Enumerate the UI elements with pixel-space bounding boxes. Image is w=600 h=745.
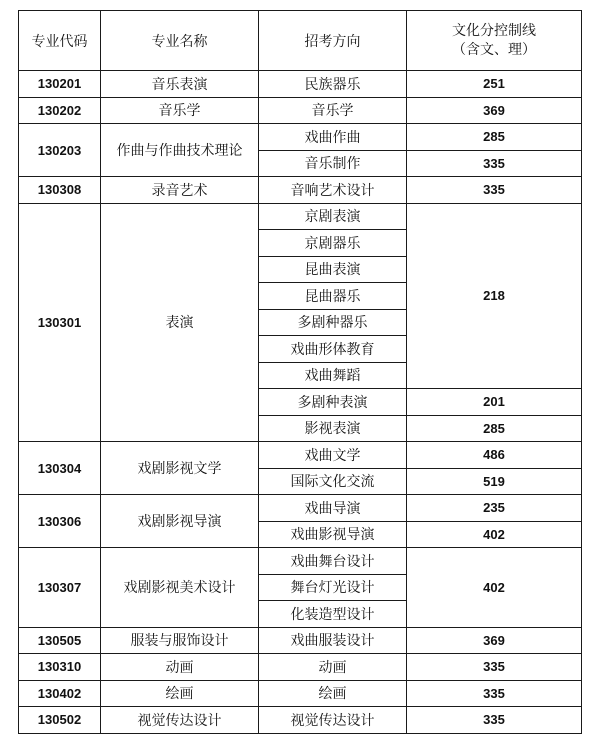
table-row [19,627,582,654]
major-code: 130201 [19,71,101,98]
table-row [19,203,582,230]
score-line: 486 [407,442,582,469]
major-code: 130402 [19,680,101,707]
header-score-title: 文化分控制线 [452,22,536,39]
table-row [19,442,582,469]
major-code: 130307 [19,548,101,628]
exam-direction: 戏曲影视导演 [259,521,407,548]
major-name: 服装与服饰设计 [101,627,259,654]
score-line: 402 [407,521,582,548]
major-name: 视觉传达设计 [101,707,259,734]
exam-direction: 戏曲作曲 [259,124,407,151]
score-line: 251 [407,71,582,98]
major-code: 130308 [19,177,101,204]
table-row [19,97,582,124]
score-line: 519 [407,468,582,495]
score-line: 335 [407,654,582,681]
exam-direction: 音乐学 [259,97,407,124]
score-line: 335 [407,707,582,734]
score-line: 201 [407,389,582,416]
major-code: 130301 [19,203,101,442]
major-name: 音乐学 [101,97,259,124]
score-line: 335 [407,150,582,177]
major-name: 戏剧影视美术设计 [101,548,259,628]
major-code: 130306 [19,495,101,548]
header-direction: 招考方向 [259,11,407,71]
exam-direction: 国际文化交流 [259,468,407,495]
exam-direction: 京剧器乐 [259,230,407,257]
table-header-row [19,11,582,71]
score-line: 402 [407,548,582,628]
major-code: 130502 [19,707,101,734]
table-row [19,707,582,734]
exam-direction: 戏曲文学 [259,442,407,469]
exam-direction: 戏曲舞蹈 [259,362,407,389]
major-name: 动画 [101,654,259,681]
table-row [19,680,582,707]
exam-direction: 音乐制作 [259,150,407,177]
exam-direction: 多剧种器乐 [259,309,407,336]
exam-direction: 绘画 [259,680,407,707]
score-line: 369 [407,627,582,654]
exam-direction: 戏曲形体教育 [259,336,407,363]
exam-direction: 舞台灯光设计 [259,574,407,601]
major-code: 130310 [19,654,101,681]
major-name: 表演 [101,203,259,442]
exam-direction: 音响艺术设计 [259,177,407,204]
major-code: 130304 [19,442,101,495]
admission-score-table [18,10,582,734]
major-code: 130505 [19,627,101,654]
exam-direction: 昆曲表演 [259,256,407,283]
table-row [19,495,582,522]
exam-direction: 影视表演 [259,415,407,442]
header-name: 专业名称 [101,11,259,71]
score-line: 369 [407,97,582,124]
exam-direction: 视觉传达设计 [259,707,407,734]
table-row [19,654,582,681]
header-score-note: （含文、理） [452,41,536,58]
major-code: 130203 [19,124,101,177]
table-row [19,71,582,98]
major-name: 戏剧影视文学 [101,442,259,495]
major-name: 录音艺术 [101,177,259,204]
major-name: 作曲与作曲技术理论 [101,124,259,177]
score-line: 285 [407,124,582,151]
exam-direction: 化装造型设计 [259,601,407,628]
major-code: 130202 [19,97,101,124]
exam-direction: 戏曲服装设计 [259,627,407,654]
major-name: 绘画 [101,680,259,707]
score-line: 285 [407,415,582,442]
exam-direction: 京剧表演 [259,203,407,230]
score-line: 335 [407,177,582,204]
major-name: 戏剧影视导演 [101,495,259,548]
table-row [19,548,582,575]
exam-direction: 戏曲舞台设计 [259,548,407,575]
score-line: 335 [407,680,582,707]
exam-direction: 多剧种表演 [259,389,407,416]
exam-direction: 昆曲器乐 [259,283,407,310]
major-name: 音乐表演 [101,71,259,98]
exam-direction: 动画 [259,654,407,681]
header-code: 专业代码 [19,11,101,71]
table-row [19,177,582,204]
header-score [407,11,582,71]
score-line: 235 [407,495,582,522]
score-line: 218 [407,203,582,389]
score-table-container [18,10,582,734]
exam-direction: 戏曲导演 [259,495,407,522]
table-row [19,124,582,151]
exam-direction: 民族器乐 [259,71,407,98]
